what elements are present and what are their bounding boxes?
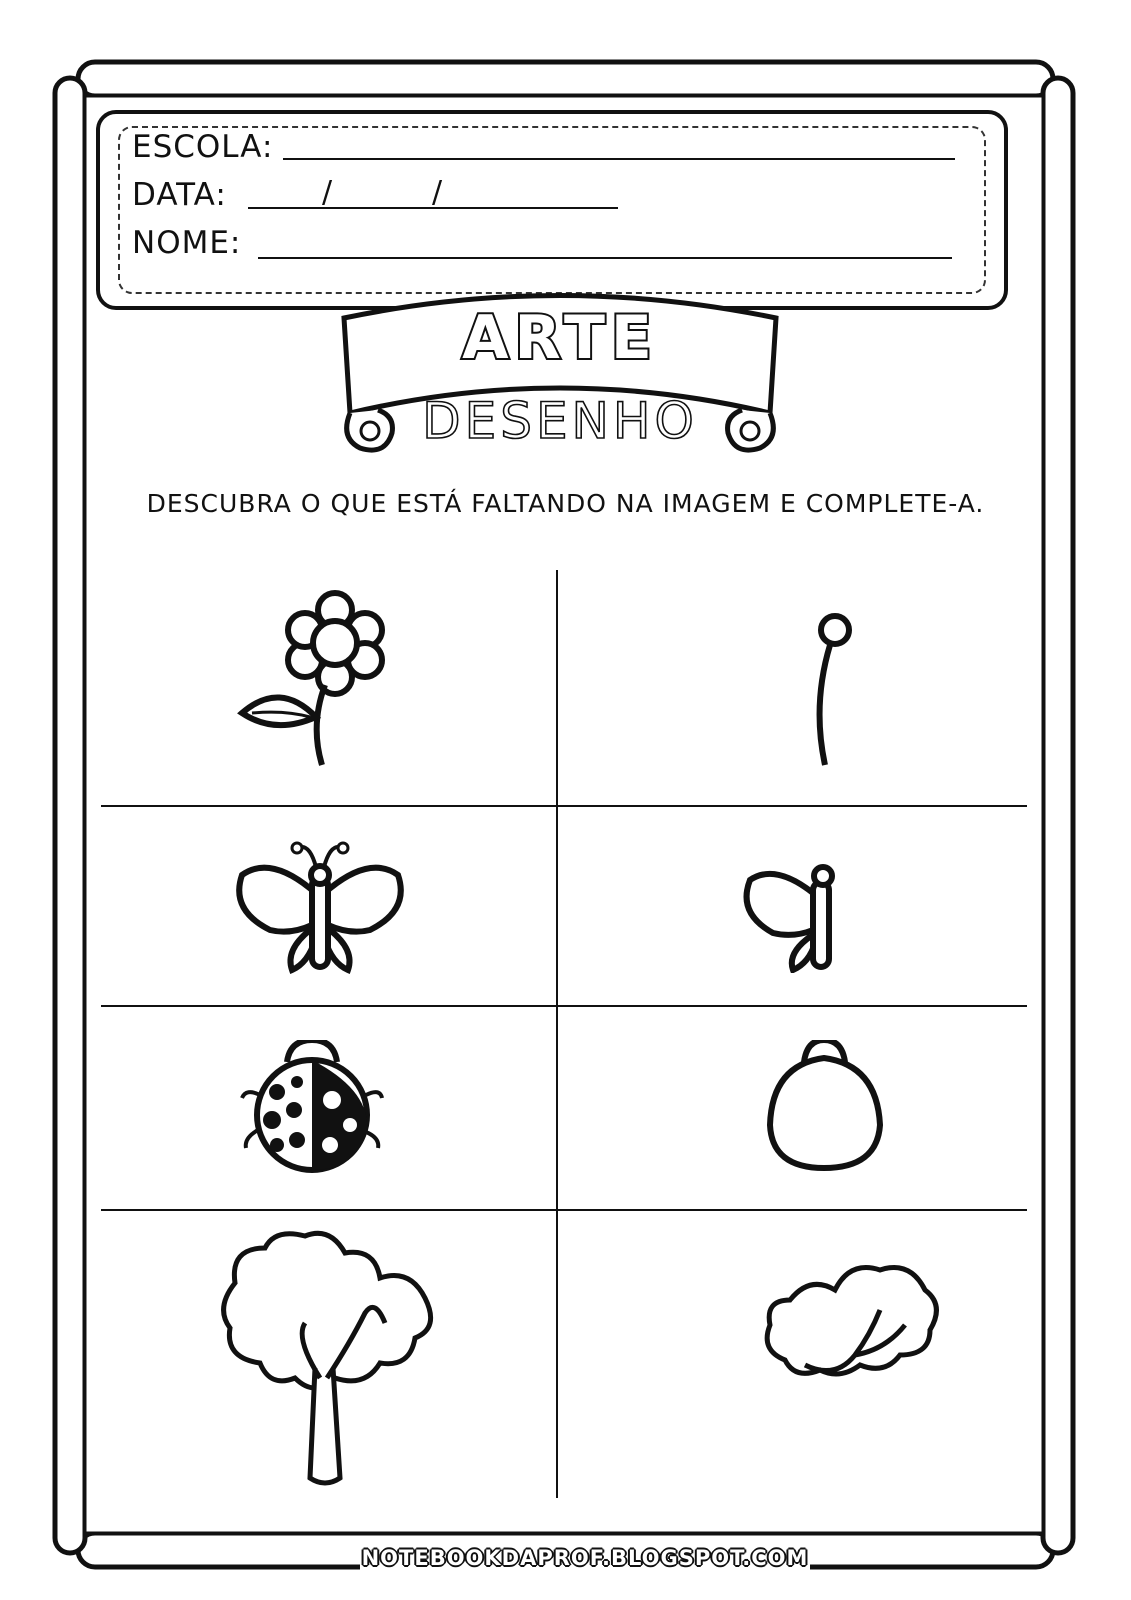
butterfly-icon: [230, 835, 410, 975]
banner-subtitle: DESENHO: [422, 392, 698, 450]
tree-crown-icon: [760, 1255, 945, 1390]
ladybug-icon: [232, 1040, 392, 1180]
school-label: ESCOLA:: [132, 129, 274, 165]
banner-title: ARTE: [462, 303, 658, 373]
half-butterfly-icon: [735, 858, 850, 973]
name-label: NOME:: [132, 225, 242, 261]
flower-icon: [230, 585, 400, 775]
instruction-text: DESCUBRA O QUE ESTÁ FALTANDO NA IMAGEM E COMPLETE-A.: [146, 489, 985, 518]
date-label: DATA:: [132, 177, 227, 213]
tree-icon: [215, 1228, 440, 1488]
date-slash-1: /: [322, 175, 333, 210]
footer-url: NOTEBOOKDAPROF.BLOGSPOT.COM: [360, 1540, 810, 1576]
ladybug-outline-icon: [762, 1040, 887, 1175]
flower-stem-icon: [790, 605, 880, 775]
date-slash-2: /: [432, 175, 443, 210]
